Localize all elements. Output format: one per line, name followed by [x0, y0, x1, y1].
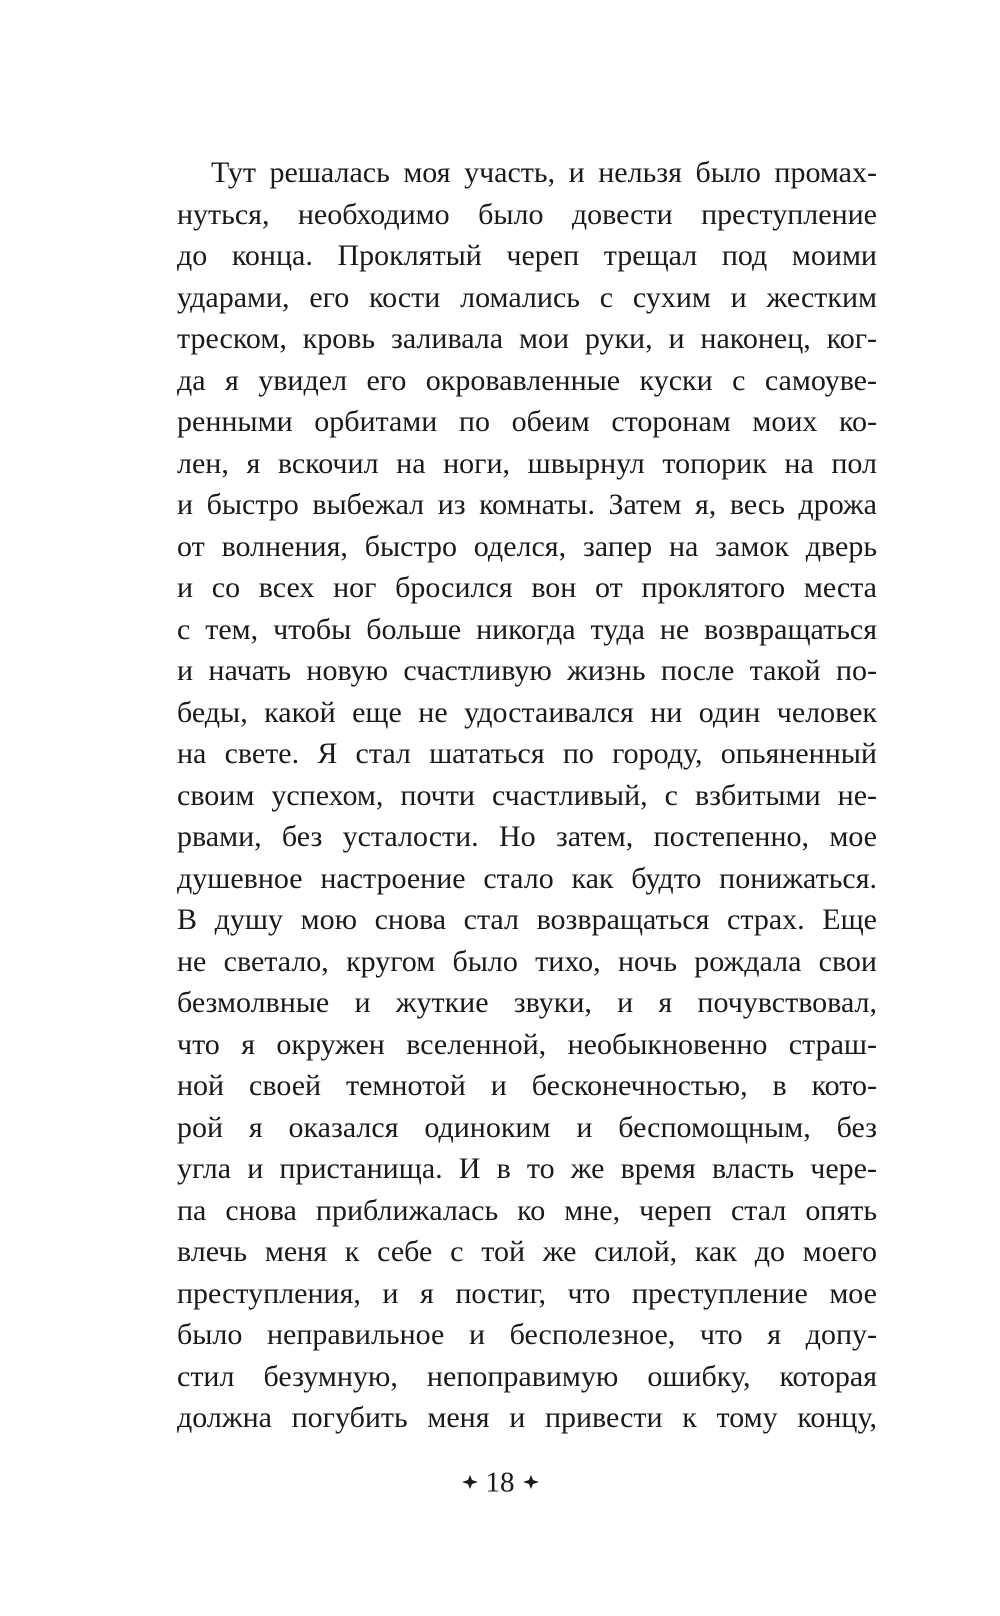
text-line: беды, какой еще не удостаивался ни один человек — [177, 695, 877, 729]
text-line: должна погубить меня и привести к тому концу, — [177, 1401, 877, 1434]
text-line: ударами, его кости ломались с сухим и жестким — [177, 280, 877, 314]
page-number: 18 — [485, 1466, 515, 1499]
text-line: от волнения, быстро оделся, запер на замок дверь — [177, 529, 877, 563]
text-line: до конца. Проклятый череп трещал под моими — [177, 239, 877, 272]
text-line: и начать новую счастливую жизнь после такой по- — [177, 654, 877, 687]
text-line: Тут решалась моя участь, и нельзя было промах- — [211, 156, 877, 189]
text-line: что я окружен вселенной, необыкновенно страш- — [177, 1027, 877, 1061]
text-line: своим успехом, почти счастливый, с взбитыми не- — [177, 778, 877, 812]
text-line: ной своей темнотой и бесконечностью, в кото- — [177, 1069, 877, 1102]
text-line: и со всех ног бросился вон от проклятого места — [177, 571, 877, 604]
text-line: с тем, чтобы больше никогда туда не возвращаться — [177, 612, 877, 646]
text-line: преступления, и я постиг, что преступление мое — [177, 1276, 877, 1310]
text-line: ренными орбитами по обеим сторонам моих ко- — [177, 405, 877, 438]
text-line: рой я оказался одиноким и беспомощным, без — [177, 1110, 877, 1144]
diamond-ornament-left-icon — [462, 1475, 478, 1489]
text-line: не светало, кругом было тихо, ночь рождала свои — [177, 944, 877, 978]
text-line: да я увидел его окровавленные куски с самоуве- — [177, 363, 877, 397]
text-line: было неправильное и бесполезное, что я допу- — [177, 1318, 877, 1351]
text-line: угла и пристанища. И в то же время власть чере- — [177, 1152, 877, 1185]
text-line: па снова приближалась ко мне, череп стал опять — [177, 1193, 877, 1227]
text-line: на свете. Я стал шататься по городу, опьяненный — [177, 737, 877, 770]
page-footer — [0, 1462, 1000, 1500]
text-line: рвами, без усталости. Но затем, постепенно, мое — [177, 820, 877, 853]
text-line: стил безумную, непоправимую ошибку, которая — [177, 1359, 877, 1393]
text-line: душевное настроение стало как будто понижаться. — [177, 861, 877, 895]
text-line: влечь меня к себе с той же силой, как до моего — [177, 1235, 877, 1268]
text-line: лен, я вскочил на ноги, швырнул топорик на пол — [177, 446, 877, 480]
diamond-ornament-right-icon — [523, 1475, 539, 1489]
text-line: нуться, необходимо было довести преступление — [177, 197, 877, 231]
text-line: В душу мою снова стал возвращаться страх. Еще — [177, 903, 877, 936]
text-line: безмолвные и жуткие звуки, и я почувствовал, — [177, 986, 877, 1019]
text-line: и быстро выбежал из комнаты. Затем я, весь дрожа — [177, 488, 877, 521]
text-line: треском, кровь заливала мои руки, и наконец, ког- — [177, 322, 877, 355]
body-text — [177, 152, 877, 1439]
